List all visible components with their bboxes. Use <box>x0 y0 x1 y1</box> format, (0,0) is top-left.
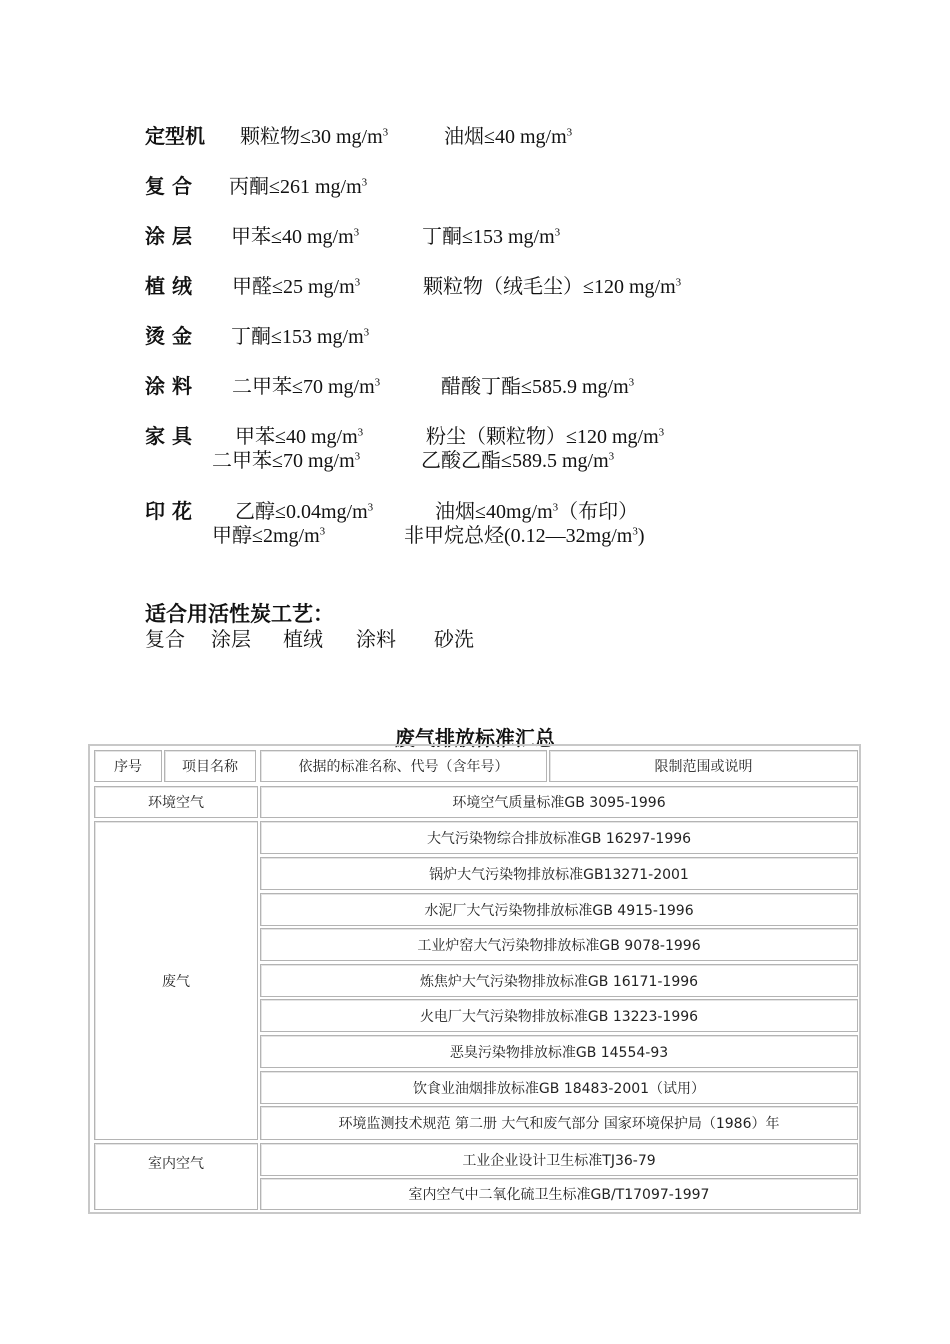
header-cell-project: 项目名称 <box>164 750 256 782</box>
limit-item: 颗粒物（绒毛尘）≤120 $mg/m^3$ <box>423 276 682 298</box>
category-label: 涂 料 <box>145 374 192 398</box>
limit-row-fuhe <box>145 174 367 199</box>
standard-cell: 室内空气中二氧化硫卫生标准GB/T17097-1997 <box>260 1178 858 1210</box>
limit-item: 二甲苯≤70 $mg/m^3$ <box>212 450 361 472</box>
limit-item: 颗粒物≤30 $mg/m^3$ <box>240 126 389 148</box>
header-cell-index: 序号 <box>94 750 162 782</box>
header-cell-standard: 依据的标准名称、代号（含年号） <box>260 750 547 782</box>
category-label: 定型机 <box>145 124 205 148</box>
limit-item: 二甲苯≤70 $mg/m^3$ <box>232 376 381 398</box>
group-cell-ambient-air: 环境空气 <box>94 786 258 818</box>
process-item: 涂层 <box>211 627 251 651</box>
limit-row-zhirong <box>145 274 681 299</box>
limit-item: 粉尘（颗粒物）≤120 $mg/m^3$ <box>426 426 665 448</box>
limit-row-dingxingji <box>145 124 572 149</box>
limit-item: 甲醛≤25 $mg/m^3$ <box>232 276 361 298</box>
limit-row-yinhua-line2 <box>212 524 645 548</box>
standard-cell: 饮食业油烟排放标准GB 18483-2001（试用） <box>260 1071 858 1104</box>
category-label: 印 花 <box>145 499 192 523</box>
limit-item: 甲苯≤40 $mg/m^3$ <box>231 226 360 248</box>
standard-cell: 火电厂大气污染物排放标准GB 13223-1996 <box>260 999 858 1032</box>
limit-item: 油烟$\le 40mg/m^3$（布印） <box>435 501 639 523</box>
category-label: 复 合 <box>145 174 192 198</box>
process-item: 砂洗 <box>434 627 474 651</box>
limit-row-tangjin <box>145 324 369 349</box>
standard-cell: 大气污染物综合排放标准GB 16297-1996 <box>260 821 858 854</box>
table-title: 废气排放标准汇总 <box>395 726 555 750</box>
limit-item: 甲醇$\le 2mg/m^3$ <box>212 525 326 547</box>
standard-cell: 环境空气质量标准GB 3095-1996 <box>260 786 858 818</box>
category-label: 烫 金 <box>145 324 192 348</box>
limit-row-yinhua <box>145 499 638 524</box>
category-label: 家 具 <box>145 424 192 448</box>
limit-row-tuliao <box>145 374 634 399</box>
limit-item: 油烟≤40 $mg/m^3$ <box>444 126 573 148</box>
category-label: 涂 层 <box>145 224 192 248</box>
standards-table <box>88 744 861 1214</box>
process-item: 复合 <box>145 627 185 651</box>
header-cell-limit: 限制范围或说明 <box>549 750 858 782</box>
standard-cell: 恶臭污染物排放标准GB 14554-93 <box>260 1035 858 1068</box>
limit-row-jiaju <box>145 424 664 449</box>
limit-row-tuceng <box>145 224 560 249</box>
standard-cell: 工业企业设计卫生标准TJ36-79 <box>260 1143 858 1176</box>
category-label: 植 绒 <box>145 274 192 298</box>
limit-item: 丁酮≤153 $mg/m^3$ <box>231 326 370 348</box>
limit-item: 醋酸丁酯≤585.9 $mg/m^3$ <box>441 376 635 398</box>
process-item: 涂料 <box>356 627 396 651</box>
process-item: 植绒 <box>283 627 323 651</box>
limit-row-jiaju-line2 <box>212 449 614 473</box>
limit-item: 甲苯≤40 $mg/m^3$ <box>235 426 364 448</box>
standard-cell: 工业炉窑大气污染物排放标准GB 9078-1996 <box>260 928 858 961</box>
standard-cell: 锅炉大气污染物排放标准GB13271-2001 <box>260 857 858 890</box>
group-cell-exhaust-gas: 废气 <box>94 821 258 1140</box>
limit-item: 乙酸乙酯≤589.5 $mg/m^3$ <box>421 450 615 472</box>
activated-carbon-process-list <box>145 623 474 652</box>
limit-item: 非甲烷总烃$(0.12—32mg/m^3)$ <box>404 525 645 547</box>
limit-item: 丙酮≤261 $mg/m^3$ <box>229 176 368 198</box>
standard-cell: 炼焦炉大气污染物排放标准GB 16171-1996 <box>260 964 858 997</box>
limit-item: 乙醇$\le 0.04mg/m^3$ <box>235 501 374 523</box>
standard-cell: 环境监测技术规范 第二册 大气和废气部分 国家环境保护局（1986）年 <box>260 1106 858 1140</box>
standard-cell: 水泥厂大气污染物排放标准GB 4915-1996 <box>260 893 858 926</box>
limit-item: 丁酮≤153 $mg/m^3$ <box>422 226 561 248</box>
group-cell-indoor-air: 室内空气 <box>94 1143 258 1210</box>
activated-carbon-title: 适合用活性炭工艺： <box>145 602 334 626</box>
